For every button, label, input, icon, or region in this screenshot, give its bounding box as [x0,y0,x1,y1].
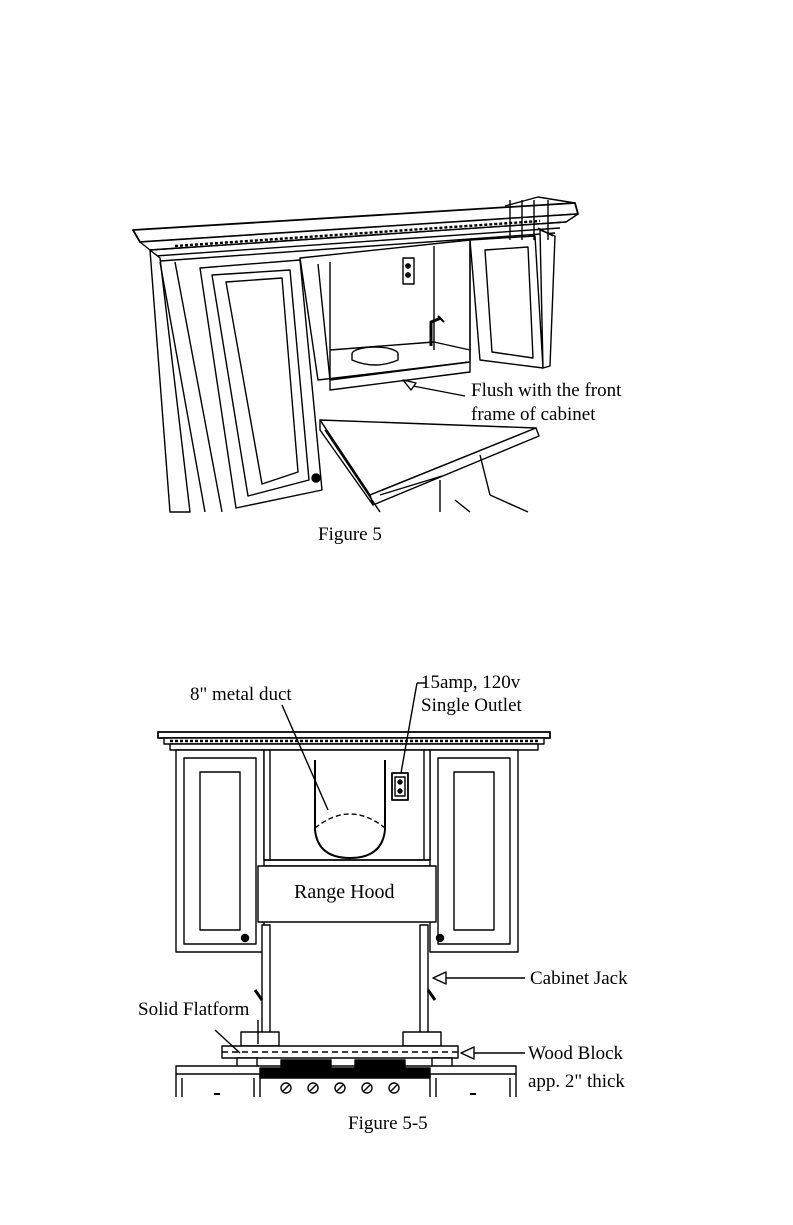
figure-5-5-drawing [0,600,793,1225]
outlet-label-line1: 15amp, 120v [421,672,521,693]
figure-5-5 [0,600,793,1225]
crown-molding-front [158,732,550,750]
range-hood-label: Range Hood [294,881,395,903]
solid-platform-label: Solid Flatform [138,999,250,1020]
left-cabinet [150,250,322,512]
solid-platform [222,1046,458,1058]
center-hood-space [264,750,430,866]
duct-label: 8" metal duct [190,684,292,705]
left-wall-cabinet [176,750,264,952]
flush-annotation-line2: frame of cabinet [471,404,596,425]
cabinet-jack-label: Cabinet Jack [530,968,628,989]
wood-block-label-line2: app. 2" thick [528,1071,625,1092]
stove-and-base-cabinets [176,1058,516,1097]
figure-5-drawing [0,0,793,600]
outlet-label-line2: Single Outlet [421,695,522,716]
right-wall-cabinet [430,750,518,952]
wood-block-label-line1: Wood Block [528,1043,624,1064]
cabinet-jacks [241,925,441,1046]
figure-5-caption: Figure 5 [318,524,382,545]
center-opening [300,240,470,390]
counter-top [320,420,539,512]
flush-arrow [403,380,465,396]
flush-annotation-line1: Flush with the front [471,380,622,401]
figure-5 [0,0,793,600]
figure-5-5-caption: Figure 5-5 [348,1113,428,1134]
